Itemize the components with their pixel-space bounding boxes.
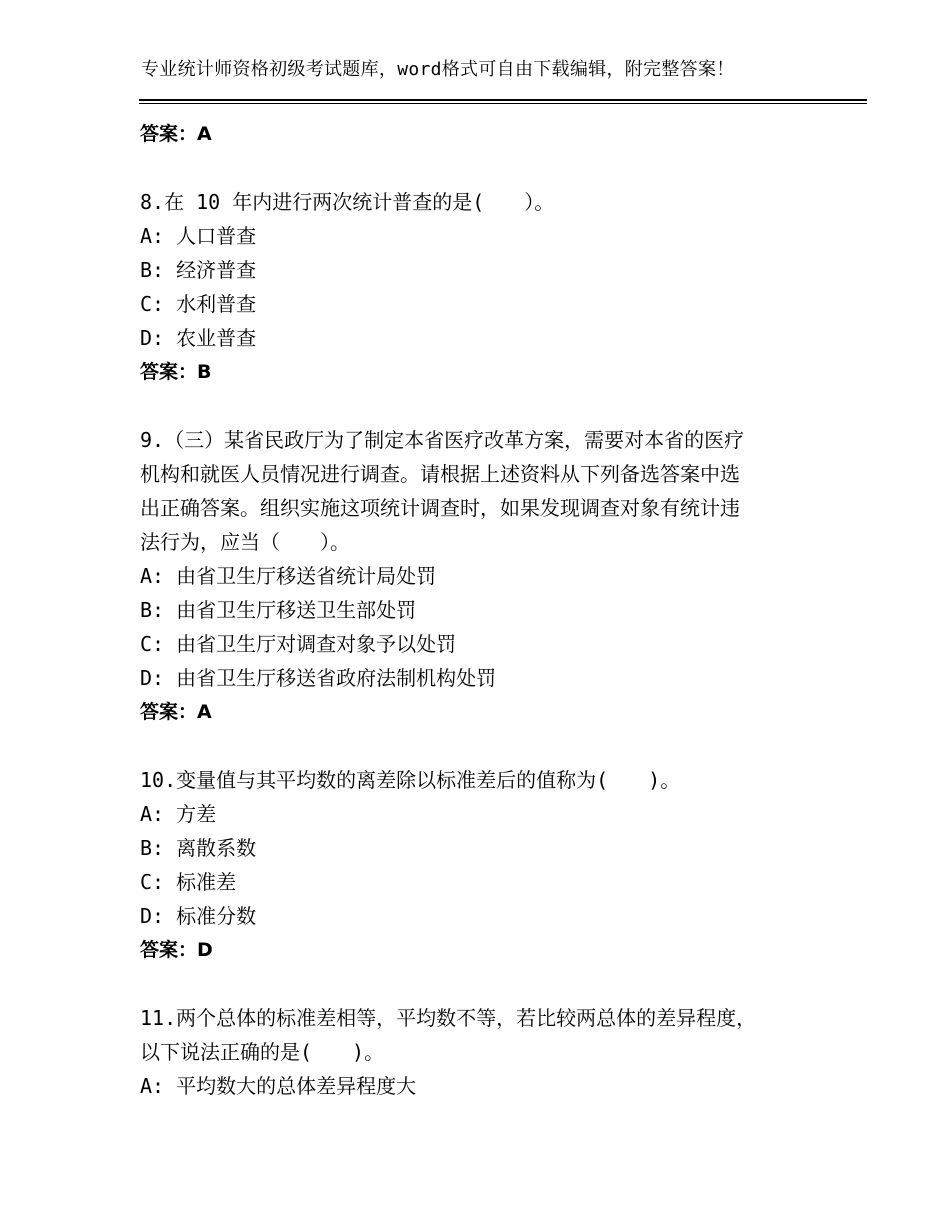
option-a: A: 方差 xyxy=(140,802,217,826)
option-a: A: 人口普查 xyxy=(140,224,257,248)
option-b: B: 经济普查 xyxy=(140,258,257,282)
spacer xyxy=(140,151,860,185)
question-stem-line: 法行为，应当（ ）。 xyxy=(140,530,350,554)
question-block xyxy=(140,1001,860,1103)
question-stem: 8.在 10 年内进行两次统计普查的是( ）。 xyxy=(140,190,555,214)
answer-line: 答案：D xyxy=(140,939,213,961)
option-d: D: 标准分数 xyxy=(140,904,257,928)
header-rule-bottom xyxy=(139,103,867,104)
spacer xyxy=(140,967,860,1001)
page-header-text: 专业统计师资格初级考试题库，word格式可自由下载编辑，附完整答案！ xyxy=(141,59,735,80)
answer-line: 答案：A xyxy=(140,123,212,145)
question-block xyxy=(140,185,860,389)
spacer xyxy=(140,389,860,423)
question-stem-line: 出正确答案。组织实施这项统计调查时，如果发现调查对象有统计违 xyxy=(140,496,740,520)
header-rule-top xyxy=(139,99,867,101)
question-stem-line: 机构和就医人员情况进行调查。请根据上述资料从下列备选答案中选 xyxy=(140,462,740,486)
option-b: B: 由省卫生厅移送卫生部处罚 xyxy=(140,598,417,622)
option-b: B: 离散系数 xyxy=(140,836,257,860)
question-stem: 10.变量值与其平均数的离差除以标准差后的值称为( )。 xyxy=(140,768,681,792)
option-a: A: 平均数大的总体差异程度大 xyxy=(140,1074,417,1098)
question-stem-line: 9.（三）某省民政厅为了制定本省医疗改革方案，需要对本省的医疗 xyxy=(140,428,745,452)
option-c: C: 水利普查 xyxy=(140,292,257,316)
option-c: C: 标准差 xyxy=(140,870,237,894)
answer-line: 答案：A xyxy=(140,701,212,723)
question-block xyxy=(140,423,860,729)
option-d: D: 农业普查 xyxy=(140,326,257,350)
option-a: A: 由省卫生厅移送省统计局处罚 xyxy=(140,564,437,588)
spacer xyxy=(140,729,860,763)
answer-line: 答案：B xyxy=(140,361,212,383)
question-stem-line: 11.两个总体的标准差相等，平均数不等，若比较两总体的差异程度， xyxy=(140,1006,757,1030)
option-c: C: 由省卫生厅对调查对象予以处罚 xyxy=(140,632,457,656)
question-stem-line: 以下说法正确的是( )。 xyxy=(140,1040,385,1064)
question-list xyxy=(140,117,860,1103)
question-block xyxy=(140,763,860,967)
option-d: D: 由省卫生厅移送省政府法制机构处罚 xyxy=(140,666,497,690)
